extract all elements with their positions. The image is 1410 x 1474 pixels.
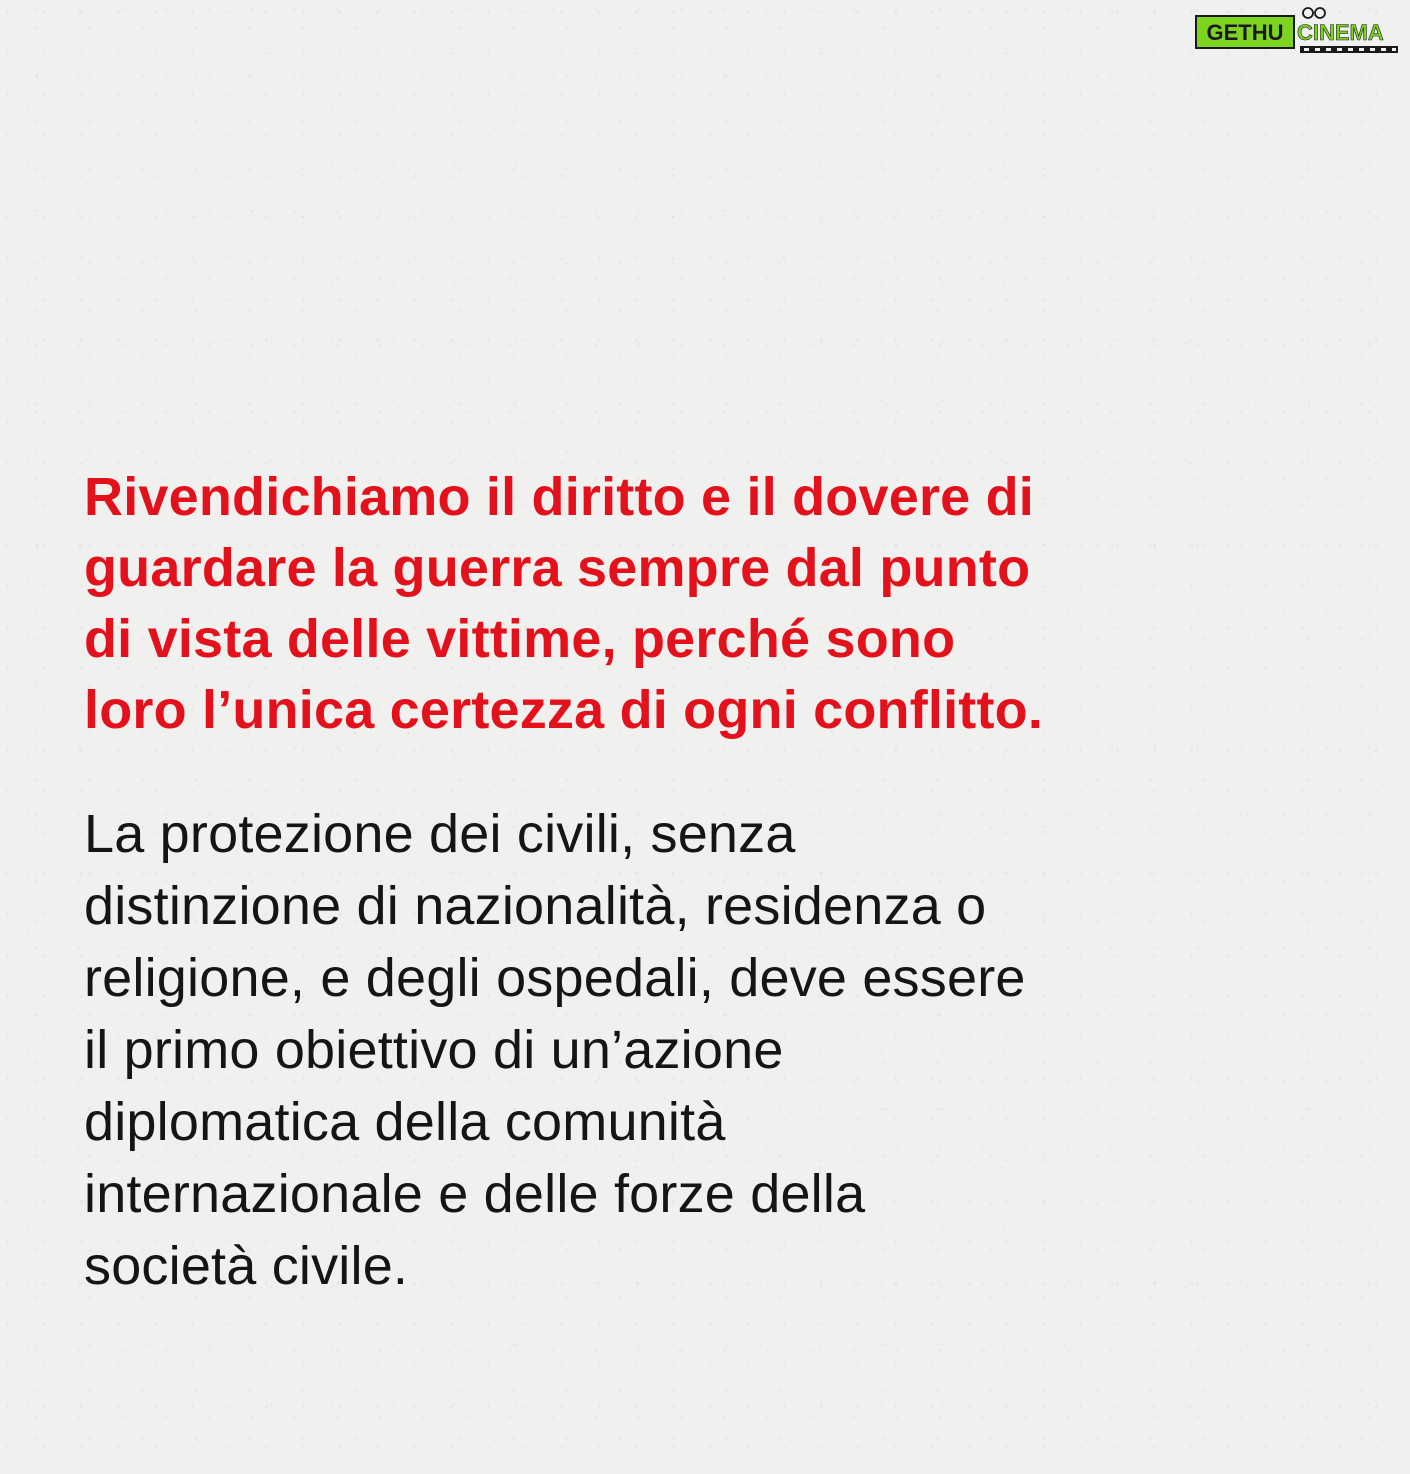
headline-line: loro l’unica certezza di ogni conflitto. [84,680,1044,740]
headline-line: guardare la guerra sempre dal punto [84,538,1031,598]
logo-text-left: GETHU [1206,20,1284,45]
statement-block [84,462,1344,1302]
body-line: La protezione dei civili, senza [84,804,796,864]
body-line: distinzione di nazionalità, residenza o [84,876,987,936]
logo-text-right: CINEMA [1297,20,1384,45]
body-line: religione, e degli ospedali, deve essere [84,948,1026,1008]
gethucinema-logo-graphic [1194,6,1402,56]
headline-line: di vista delle vittime, perché sono [84,609,956,669]
body-line: internazionale e delle forze della [84,1164,866,1224]
body-line: diplomatica della comunità [84,1092,726,1152]
gethucinema-logo [1194,6,1402,56]
body-paragraph [84,798,1344,1302]
body-line: il primo obiettivo di un’azione [84,1020,784,1080]
headline [84,462,1344,746]
film-reel-icon [1303,8,1313,18]
headline-line: Rivendichiamo il diritto e il dovere di [84,467,1034,527]
body-line: società civile. [84,1236,409,1296]
